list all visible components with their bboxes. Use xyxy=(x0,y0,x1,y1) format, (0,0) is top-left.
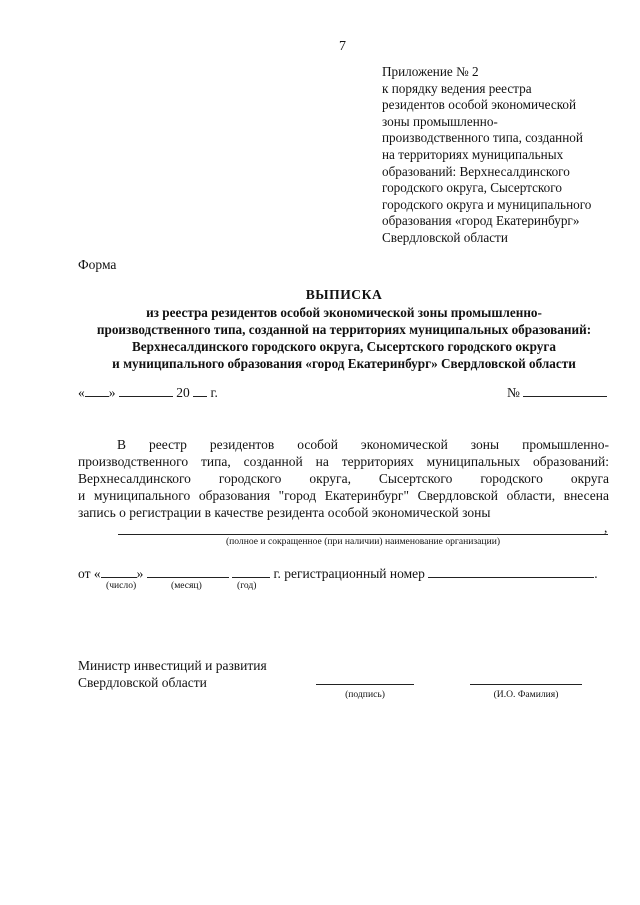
body-line: производственного типа, созданной на территориях муниципальных образований: xyxy=(78,453,609,469)
date-open-quote: « xyxy=(78,385,85,400)
body-line: и муниципального образования "город Екатеринбург" Свердловской области, внесена xyxy=(78,487,609,503)
registration-year-blank[interactable] xyxy=(232,565,270,578)
signature-hint: (подпись) xyxy=(345,689,385,700)
number-label: № xyxy=(507,385,520,400)
appendix-line: образований: Верхнесалдинского xyxy=(382,163,570,179)
registration-number-label: г. регистрационный номер xyxy=(273,566,425,581)
minister-line: Министр инвестиций и развития xyxy=(78,658,267,673)
subtitle-line: производственного типа, созданной на территориях муниципальных образований: xyxy=(96,322,592,337)
registration-from-label: от « xyxy=(78,566,101,581)
hint-month: (месяц) xyxy=(171,580,202,591)
minister-title xyxy=(78,657,267,691)
registration-month-blank[interactable] xyxy=(147,565,229,578)
appendix-line: резидентов особой экономической xyxy=(382,97,577,113)
appendix-line: зоны промышленно- xyxy=(382,113,498,129)
document-title: ВЫПИСКА xyxy=(305,287,383,302)
document-number-line xyxy=(507,384,607,401)
appendix-line: Свердловской области xyxy=(382,229,508,245)
subtitle-line: из реестра резидентов особой экономической зоны промышленно- xyxy=(146,305,542,320)
year-prefix: 20 xyxy=(176,385,190,400)
body-line: запись о регистрации в качестве резидента особой экономической зоны xyxy=(78,504,491,520)
appendix-line: образования «город Екатеринбург» xyxy=(382,213,580,229)
body-line: Верхнесалдинского городского округа, Сысертского городского округа xyxy=(78,470,609,486)
appendix-line: городского округа, Сысертского xyxy=(382,180,562,196)
appendix-block xyxy=(382,64,632,247)
day-blank[interactable] xyxy=(85,384,109,397)
appendix-line: производственного типа, созданной xyxy=(382,130,583,146)
registration-day-blank[interactable] xyxy=(101,565,137,578)
subtitle-line: Верхнесалдинского городского округа, Сысертского городского округа xyxy=(132,339,556,354)
registration-number-blank[interactable] xyxy=(428,565,594,578)
name-blank[interactable] xyxy=(470,684,582,685)
month-blank[interactable] xyxy=(119,384,173,397)
minister-line: Свердловской области xyxy=(78,675,207,690)
registration-close-quote: » xyxy=(136,566,144,581)
page-number: 7 xyxy=(339,39,346,54)
hint-year: (год) xyxy=(237,580,257,591)
body-paragraph xyxy=(78,437,609,522)
year-blank[interactable] xyxy=(193,384,207,397)
date-close-quote: » xyxy=(108,385,116,400)
appendix-line: к порядку ведения реестра xyxy=(382,80,532,96)
organization-comma: , xyxy=(604,520,608,535)
subtitle-line: и муниципального образования «город Екатеринбург» Свердловской области xyxy=(112,356,576,371)
appendix-line: Приложение № 2 xyxy=(382,64,479,79)
registration-end: . xyxy=(594,566,598,581)
organization-hint: (полное и сокращенное (при наличии) наименование организации) xyxy=(225,536,501,547)
organization-name-blank[interactable] xyxy=(118,524,608,535)
appendix-line: городского округа и муниципального xyxy=(382,196,592,212)
issue-date-line xyxy=(78,384,218,401)
registration-line xyxy=(78,565,598,582)
form-label: Форма xyxy=(78,257,117,272)
year-suffix: г. xyxy=(210,385,218,400)
hint-day: (число) xyxy=(106,580,137,591)
number-blank[interactable] xyxy=(523,384,607,397)
name-hint: (И.О. Фамилия) xyxy=(493,689,559,700)
signature-blank[interactable] xyxy=(316,684,414,685)
document-subtitle xyxy=(70,304,618,372)
appendix-line: на территориях муниципальных xyxy=(382,146,564,162)
body-line: В реестр резидентов особой экономической зоны промышленно- xyxy=(117,437,609,452)
